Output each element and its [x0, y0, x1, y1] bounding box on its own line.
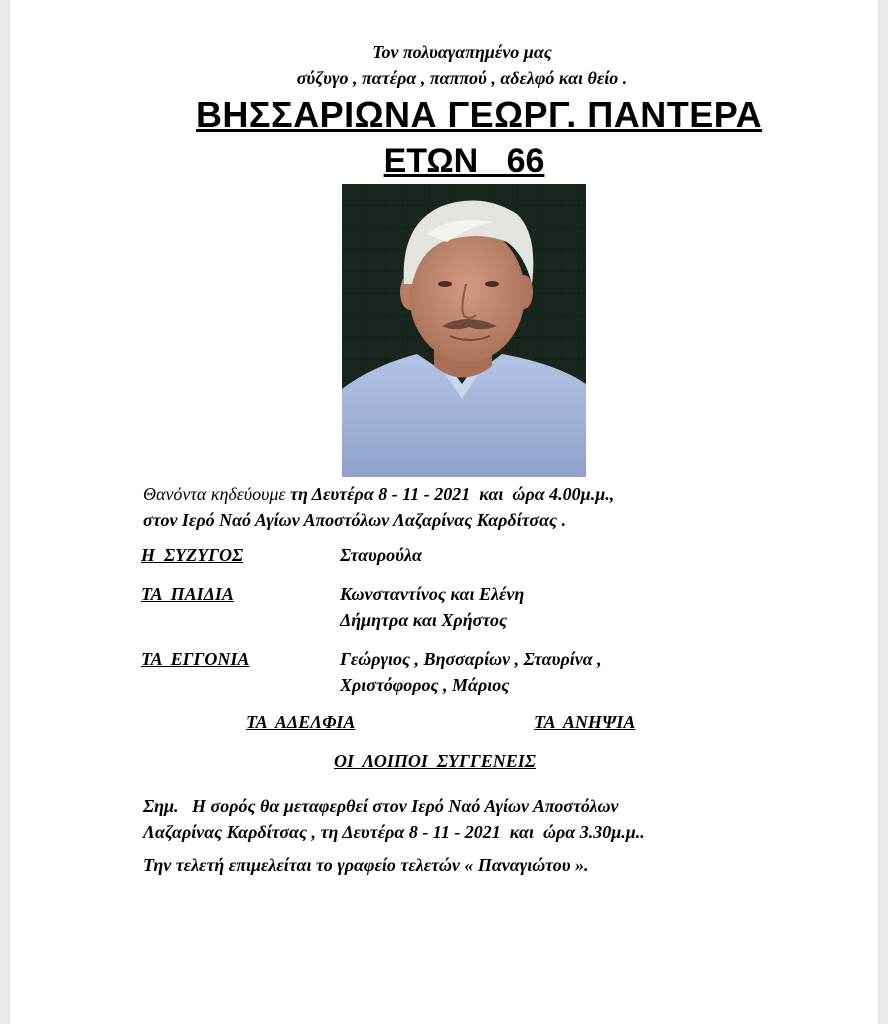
intro-line-1: Τον πολυαγαπημένο μας: [372, 42, 552, 62]
children-label: ΤΑ ΠΑΙΔΙΑ: [141, 584, 234, 604]
intro-line-2: σύζυγο , πατέρα , παππού , αδελφό και θείο .: [296, 68, 628, 88]
note-line-1: Σημ. Η σορός θα μεταφερθεί στον Ιερό Ναό Αγίων Αποστόλων: [143, 796, 619, 816]
children-line-1: Κωνσταντίνος και Ελένη: [340, 584, 525, 604]
children-line-2: Δήμητρα και Χρήστος: [340, 610, 508, 630]
grandchildren-line-1: Γεώργιος , Βησσαρίων , Σταυρίνα ,: [340, 649, 602, 669]
funeral-home-line: Την τελετή επιμελείται το γραφείο τελετών « Παναγιώτου ».: [143, 855, 589, 875]
siblings-label: ΤΑ ΑΔΕΛΦΙΑ: [246, 712, 356, 732]
deceased-name: ΒΗΣΣΑΡΙΩΝΑ ΓΕΩΡΓ. ΠΑΝΤΕΡΑ: [195, 94, 763, 135]
note-block: [143, 793, 645, 845]
portrait-photo: [342, 184, 586, 477]
relatives-label: ΟΙ ΛΟΙΠΟΙ ΣΥΓΓΕΝΕΙΣ: [334, 751, 536, 771]
nephews-label: ΤΑ ΑΝΗΨΙΑ: [534, 712, 636, 732]
obituary-page: [10, 0, 878, 1024]
funeral-date-time: τη Δευτέρα 8 - 11 - 2021 και ώρα 4.00μ.μ.,: [285, 484, 615, 504]
note-line-2: Λαζαρίνας Καρδίτσας , τη Δευτέρα 8 - 11 - 2021 και ώρα 3.30μ.μ..: [143, 822, 645, 842]
funeral-details: [143, 481, 614, 533]
grandchildren-line-2: Χριστόφορος , Μάριος: [340, 675, 510, 695]
wife-name: Σταυρούλα: [340, 545, 422, 565]
funeral-location: στον Ιερό Ναό Αγίων Αποστόλων Λαζαρίνας Καρδίτσας .: [143, 510, 567, 530]
grandchildren-label: ΤΑ ΕΓΓΟΝΙΑ: [141, 649, 250, 669]
wife-label: Η ΣΥΖΥΓΟΣ: [141, 545, 244, 565]
deceased-age: ΕΤΩΝ 66: [383, 142, 545, 180]
funeral-lead: Θανόντα κηδεύουμε: [143, 484, 286, 504]
